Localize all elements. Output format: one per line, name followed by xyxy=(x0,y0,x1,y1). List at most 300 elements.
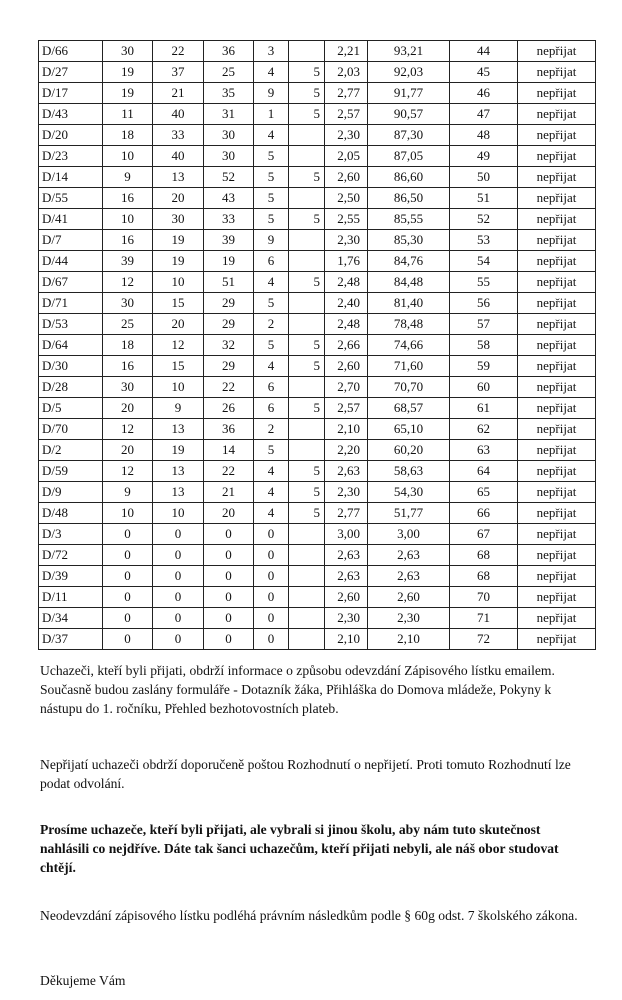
table-cell: 68,57 xyxy=(368,398,450,419)
table-cell: 2,10 xyxy=(368,629,450,650)
table-cell: 10 xyxy=(103,209,153,230)
table-cell: 49 xyxy=(450,146,518,167)
table-cell: 2,30 xyxy=(368,608,450,629)
table-cell: D/64 xyxy=(39,335,103,356)
table-cell: 9 xyxy=(254,230,289,251)
table-cell: D/20 xyxy=(39,125,103,146)
table-cell: 20 xyxy=(103,440,153,461)
table-cell: D/23 xyxy=(39,146,103,167)
table-cell: D/34 xyxy=(39,608,103,629)
table-cell: D/53 xyxy=(39,314,103,335)
table-cell: nepřijat xyxy=(518,356,596,377)
table-cell xyxy=(289,293,325,314)
table-cell: 10 xyxy=(153,377,204,398)
table-row xyxy=(39,188,596,209)
table-cell: 52 xyxy=(450,209,518,230)
table-cell: 2,03 xyxy=(325,62,368,83)
table-cell: 40 xyxy=(153,146,204,167)
table-cell: D/55 xyxy=(39,188,103,209)
table-cell: 5 xyxy=(289,503,325,524)
table-cell: 5 xyxy=(254,209,289,230)
table-cell xyxy=(289,566,325,587)
table-cell: 0 xyxy=(254,524,289,545)
table-cell: 3,00 xyxy=(325,524,368,545)
table-cell: 87,05 xyxy=(368,146,450,167)
table-cell: 51 xyxy=(450,188,518,209)
table-cell: 71,60 xyxy=(368,356,450,377)
table-cell: 11 xyxy=(103,104,153,125)
table-cell: 6 xyxy=(254,377,289,398)
table-cell: 21 xyxy=(204,482,254,503)
table-cell: 70 xyxy=(450,587,518,608)
results-table-body xyxy=(39,41,596,650)
table-cell: 18 xyxy=(103,335,153,356)
table-cell: 93,21 xyxy=(368,41,450,62)
table-cell: 78,48 xyxy=(368,314,450,335)
table-cell: 9 xyxy=(254,83,289,104)
table-cell xyxy=(289,629,325,650)
table-cell: 85,30 xyxy=(368,230,450,251)
table-cell: 30 xyxy=(103,41,153,62)
table-cell: 13 xyxy=(153,482,204,503)
table-cell xyxy=(289,377,325,398)
table-cell: D/48 xyxy=(39,503,103,524)
note-legal: Neodevzdání zápisového lístku podléhá právním následkům podle § 60g odst. 7 školského zákona. xyxy=(40,908,578,923)
table-cell: 59 xyxy=(450,356,518,377)
table-cell: 2,30 xyxy=(325,482,368,503)
table-cell: 4 xyxy=(254,482,289,503)
table-cell: 65,10 xyxy=(368,419,450,440)
table-row xyxy=(39,335,596,356)
table-cell: 33 xyxy=(153,125,204,146)
table-cell: 71 xyxy=(450,608,518,629)
table-cell xyxy=(289,188,325,209)
table-cell: 19 xyxy=(204,251,254,272)
table-cell: 2,48 xyxy=(325,314,368,335)
table-cell: 20 xyxy=(103,398,153,419)
table-cell: D/67 xyxy=(39,272,103,293)
table-cell: nepřijat xyxy=(518,461,596,482)
table-cell: 84,48 xyxy=(368,272,450,293)
table-cell: 53 xyxy=(450,230,518,251)
table-cell: 13 xyxy=(153,461,204,482)
table-cell: 85,55 xyxy=(368,209,450,230)
table-cell: D/5 xyxy=(39,398,103,419)
table-row xyxy=(39,545,596,566)
table-cell: 74,66 xyxy=(368,335,450,356)
table-cell: 5 xyxy=(254,293,289,314)
table-cell xyxy=(289,41,325,62)
table-cell: 70,70 xyxy=(368,377,450,398)
table-cell: 0 xyxy=(204,524,254,545)
table-cell: 2,57 xyxy=(325,104,368,125)
table-cell: 0 xyxy=(254,587,289,608)
table-cell: 2,10 xyxy=(325,629,368,650)
table-cell: D/72 xyxy=(39,545,103,566)
table-row xyxy=(39,62,596,83)
table-cell: 3 xyxy=(254,41,289,62)
table-cell: 5 xyxy=(289,335,325,356)
table-cell: 9 xyxy=(103,482,153,503)
table-cell: 32 xyxy=(204,335,254,356)
table-cell: D/27 xyxy=(39,62,103,83)
table-row xyxy=(39,209,596,230)
table-cell: 0 xyxy=(103,545,153,566)
table-cell: 0 xyxy=(254,566,289,587)
table-cell: 30 xyxy=(103,377,153,398)
table-cell: 19 xyxy=(103,62,153,83)
table-cell: 19 xyxy=(103,83,153,104)
table-cell: nepřijat xyxy=(518,503,596,524)
note-rejected: Nepřijatí uchazeči obdrží doporučeně poštou Rozhodnutí o nepřijetí. Proti tomuto Rozhodnutí lze podat odvolání. xyxy=(40,757,571,791)
table-cell: 0 xyxy=(103,566,153,587)
table-cell: 0 xyxy=(204,629,254,650)
table-cell: 2,40 xyxy=(325,293,368,314)
table-cell: 0 xyxy=(103,587,153,608)
table-cell: 20 xyxy=(153,314,204,335)
table-cell xyxy=(289,608,325,629)
table-cell: 2,60 xyxy=(325,167,368,188)
table-cell: 14 xyxy=(204,440,254,461)
table-cell: 5 xyxy=(254,440,289,461)
table-cell: D/59 xyxy=(39,461,103,482)
table-cell: D/44 xyxy=(39,251,103,272)
table-cell: 0 xyxy=(254,629,289,650)
table-cell: 54 xyxy=(450,251,518,272)
table-row xyxy=(39,356,596,377)
table-cell: 65 xyxy=(450,482,518,503)
table-cell: nepřijat xyxy=(518,482,596,503)
table-cell: nepřijat xyxy=(518,272,596,293)
table-cell: D/9 xyxy=(39,482,103,503)
table-cell: 84,76 xyxy=(368,251,450,272)
table-cell: D/14 xyxy=(39,167,103,188)
table-cell: 3,00 xyxy=(368,524,450,545)
table-cell: 12 xyxy=(103,419,153,440)
table-cell: 5 xyxy=(289,167,325,188)
table-cell: 0 xyxy=(103,608,153,629)
table-cell: 4 xyxy=(254,461,289,482)
table-cell: 22 xyxy=(204,377,254,398)
table-cell: 2,50 xyxy=(325,188,368,209)
table-cell: nepřijat xyxy=(518,104,596,125)
table-cell: nepřijat xyxy=(518,608,596,629)
table-cell: 2,77 xyxy=(325,503,368,524)
table-cell: 62 xyxy=(450,419,518,440)
table-cell: nepřijat xyxy=(518,167,596,188)
table-cell: nepřijat xyxy=(518,83,596,104)
table-cell: 5 xyxy=(289,209,325,230)
table-cell: 2,63 xyxy=(368,545,450,566)
table-row xyxy=(39,230,596,251)
table-cell: 39 xyxy=(103,251,153,272)
table-cell: 46 xyxy=(450,83,518,104)
table-row xyxy=(39,146,596,167)
table-row xyxy=(39,377,596,398)
table-cell: 56 xyxy=(450,293,518,314)
table-cell: 48 xyxy=(450,125,518,146)
table-row xyxy=(39,83,596,104)
table-cell: 10 xyxy=(153,272,204,293)
table-cell xyxy=(289,314,325,335)
table-cell: D/71 xyxy=(39,293,103,314)
table-cell: 5 xyxy=(289,272,325,293)
table-cell: 0 xyxy=(153,524,204,545)
table-cell: 5 xyxy=(254,188,289,209)
table-cell: 36 xyxy=(204,41,254,62)
table-cell: nepřijat xyxy=(518,629,596,650)
table-cell: nepřijat xyxy=(518,440,596,461)
table-cell: D/7 xyxy=(39,230,103,251)
table-cell: 0 xyxy=(204,608,254,629)
table-cell: 10 xyxy=(153,503,204,524)
table-cell: 2,60 xyxy=(325,587,368,608)
table-cell: 12 xyxy=(103,272,153,293)
table-cell: 86,50 xyxy=(368,188,450,209)
table-cell: D/28 xyxy=(39,377,103,398)
table-cell: 0 xyxy=(254,608,289,629)
table-row xyxy=(39,503,596,524)
table-cell: 2,63 xyxy=(325,461,368,482)
table-cell xyxy=(289,524,325,545)
table-cell: 1 xyxy=(254,104,289,125)
table-cell: 26 xyxy=(204,398,254,419)
table-cell: 43 xyxy=(204,188,254,209)
table-cell: 0 xyxy=(153,566,204,587)
table-cell: 29 xyxy=(204,356,254,377)
table-cell: nepřijat xyxy=(518,587,596,608)
table-cell: 4 xyxy=(254,62,289,83)
table-cell: 4 xyxy=(254,272,289,293)
table-cell: 60 xyxy=(450,377,518,398)
table-cell: nepřijat xyxy=(518,41,596,62)
table-cell: 0 xyxy=(153,608,204,629)
table-cell: 51,77 xyxy=(368,503,450,524)
table-cell: nepřijat xyxy=(518,314,596,335)
table-cell: 58 xyxy=(450,335,518,356)
table-cell: 72 xyxy=(450,629,518,650)
table-cell: 5 xyxy=(254,335,289,356)
table-cell: 0 xyxy=(103,629,153,650)
table-cell: 29 xyxy=(204,314,254,335)
table-cell: 16 xyxy=(103,230,153,251)
table-row xyxy=(39,461,596,482)
table-row xyxy=(39,440,596,461)
table-cell: nepřijat xyxy=(518,125,596,146)
table-cell: D/43 xyxy=(39,104,103,125)
table-cell: 30 xyxy=(204,125,254,146)
table-cell xyxy=(289,230,325,251)
table-cell: 18 xyxy=(103,125,153,146)
table-cell: 44 xyxy=(450,41,518,62)
table-cell: 21 xyxy=(153,83,204,104)
table-cell: 6 xyxy=(254,251,289,272)
table-row xyxy=(39,566,596,587)
table-cell: 20 xyxy=(204,503,254,524)
table-cell: 4 xyxy=(254,125,289,146)
table-row xyxy=(39,482,596,503)
table-cell: 2,77 xyxy=(325,83,368,104)
table-cell: nepřijat xyxy=(518,524,596,545)
table-cell: 25 xyxy=(204,62,254,83)
table-cell: 2,20 xyxy=(325,440,368,461)
table-cell: D/41 xyxy=(39,209,103,230)
table-cell: 30 xyxy=(204,146,254,167)
table-cell: 86,60 xyxy=(368,167,450,188)
table-cell: nepřijat xyxy=(518,545,596,566)
table-row xyxy=(39,398,596,419)
table-cell: 12 xyxy=(103,461,153,482)
table-cell: 51 xyxy=(204,272,254,293)
table-cell: 5 xyxy=(289,356,325,377)
table-cell: 20 xyxy=(153,188,204,209)
table-row xyxy=(39,167,596,188)
table-cell: 33 xyxy=(204,209,254,230)
table-cell: 2,70 xyxy=(325,377,368,398)
table-cell: nepřijat xyxy=(518,146,596,167)
table-cell: 91,77 xyxy=(368,83,450,104)
table-row xyxy=(39,251,596,272)
table-cell: 66 xyxy=(450,503,518,524)
table-row xyxy=(39,419,596,440)
table-cell: 2,30 xyxy=(325,230,368,251)
table-cell: 63 xyxy=(450,440,518,461)
table-cell: 58,63 xyxy=(368,461,450,482)
table-cell: 9 xyxy=(153,398,204,419)
table-cell: 36 xyxy=(204,419,254,440)
results-table xyxy=(38,40,596,650)
table-cell: 15 xyxy=(153,293,204,314)
table-cell: D/39 xyxy=(39,566,103,587)
table-cell: 0 xyxy=(254,545,289,566)
table-cell: 0 xyxy=(153,545,204,566)
table-cell: 5 xyxy=(289,83,325,104)
note-accepted: Uchazeči, kteří byli přijati, obdrží informace o způsobu odevzdání Zápisového lístku emailem. Současně budou zaslány formuláře - Dotazník žáka, Přihláška do Domova mládeže, Pokyny k nástupu do 1. ročníku, Přehled bezhotovostních plateb. xyxy=(40,663,555,716)
table-cell: D/37 xyxy=(39,629,103,650)
table-cell: 6 xyxy=(254,398,289,419)
table-cell: 35 xyxy=(204,83,254,104)
table-cell: nepřijat xyxy=(518,62,596,83)
table-cell: nepřijat xyxy=(518,209,596,230)
table-cell: nepřijat xyxy=(518,398,596,419)
table-cell: 2,48 xyxy=(325,272,368,293)
table-row xyxy=(39,629,596,650)
table-cell: 45 xyxy=(450,62,518,83)
table-cell: 15 xyxy=(153,356,204,377)
table-cell: 19 xyxy=(153,440,204,461)
table-cell: 0 xyxy=(204,545,254,566)
note-request: Prosíme uchazeče, kteří byli přijati, ale vybrali si jinou školu, aby nám tuto skutečnost nahlásili co nejdříve. Dáte tak šanci uchazečům, kteří přijati nebyli, ale náš obor studovat chtějí. xyxy=(40,822,559,875)
table-cell: D/2 xyxy=(39,440,103,461)
table-cell: D/66 xyxy=(39,41,103,62)
table-cell: 2 xyxy=(254,419,289,440)
table-cell: 4 xyxy=(254,503,289,524)
table-cell: 5 xyxy=(254,146,289,167)
table-cell: 0 xyxy=(204,587,254,608)
table-cell xyxy=(289,587,325,608)
table-cell: 16 xyxy=(103,356,153,377)
table-cell: 64 xyxy=(450,461,518,482)
table-cell: 25 xyxy=(103,314,153,335)
table-cell: 12 xyxy=(153,335,204,356)
table-cell: 68 xyxy=(450,545,518,566)
table-cell: 5 xyxy=(289,62,325,83)
table-cell: 2,57 xyxy=(325,398,368,419)
table-cell: 5 xyxy=(254,167,289,188)
table-cell: 2,63 xyxy=(325,566,368,587)
table-cell: nepřijat xyxy=(518,335,596,356)
table-cell: 19 xyxy=(153,230,204,251)
table-cell: D/3 xyxy=(39,524,103,545)
table-cell: 92,03 xyxy=(368,62,450,83)
table-cell: 52 xyxy=(204,167,254,188)
table-cell: 5 xyxy=(289,398,325,419)
table-cell: 2,60 xyxy=(325,356,368,377)
table-row xyxy=(39,293,596,314)
table-cell: D/70 xyxy=(39,419,103,440)
table-cell xyxy=(289,440,325,461)
table-cell: 61 xyxy=(450,398,518,419)
note-thanks: Děkujeme Vám xyxy=(40,973,126,988)
table-cell: 40 xyxy=(153,104,204,125)
table-row xyxy=(39,524,596,545)
table-cell: 19 xyxy=(153,251,204,272)
table-cell: 5 xyxy=(289,104,325,125)
table-cell: 2,55 xyxy=(325,209,368,230)
table-row xyxy=(39,125,596,146)
table-cell: 90,57 xyxy=(368,104,450,125)
table-row xyxy=(39,104,596,125)
table-cell: D/11 xyxy=(39,587,103,608)
table-cell: nepřijat xyxy=(518,566,596,587)
table-cell: 4 xyxy=(254,356,289,377)
table-cell: 16 xyxy=(103,188,153,209)
table-cell: 39 xyxy=(204,230,254,251)
table-cell: 2,30 xyxy=(325,125,368,146)
table-cell: 13 xyxy=(153,419,204,440)
table-cell: 55 xyxy=(450,272,518,293)
table-cell: 2,05 xyxy=(325,146,368,167)
table-cell: 54,30 xyxy=(368,482,450,503)
table-cell: 0 xyxy=(204,566,254,587)
table-cell: 2 xyxy=(254,314,289,335)
table-cell: 2,21 xyxy=(325,41,368,62)
table-cell: nepřijat xyxy=(518,230,596,251)
table-row xyxy=(39,314,596,335)
table-cell: 30 xyxy=(103,293,153,314)
table-cell: nepřijat xyxy=(518,251,596,272)
table-cell: 0 xyxy=(103,524,153,545)
table-cell xyxy=(289,419,325,440)
table-cell: 2,10 xyxy=(325,419,368,440)
table-cell: 9 xyxy=(103,167,153,188)
table-cell: 81,40 xyxy=(368,293,450,314)
table-cell: 60,20 xyxy=(368,440,450,461)
table-cell xyxy=(289,251,325,272)
table-cell xyxy=(289,146,325,167)
table-cell: 2,66 xyxy=(325,335,368,356)
table-cell: 22 xyxy=(204,461,254,482)
table-row xyxy=(39,41,596,62)
table-cell: 31 xyxy=(204,104,254,125)
table-cell: 5 xyxy=(289,461,325,482)
table-cell: 0 xyxy=(153,629,204,650)
table-cell: 47 xyxy=(450,104,518,125)
table-cell: 68 xyxy=(450,566,518,587)
table-cell xyxy=(289,545,325,566)
table-cell: 1,76 xyxy=(325,251,368,272)
table-cell: 37 xyxy=(153,62,204,83)
